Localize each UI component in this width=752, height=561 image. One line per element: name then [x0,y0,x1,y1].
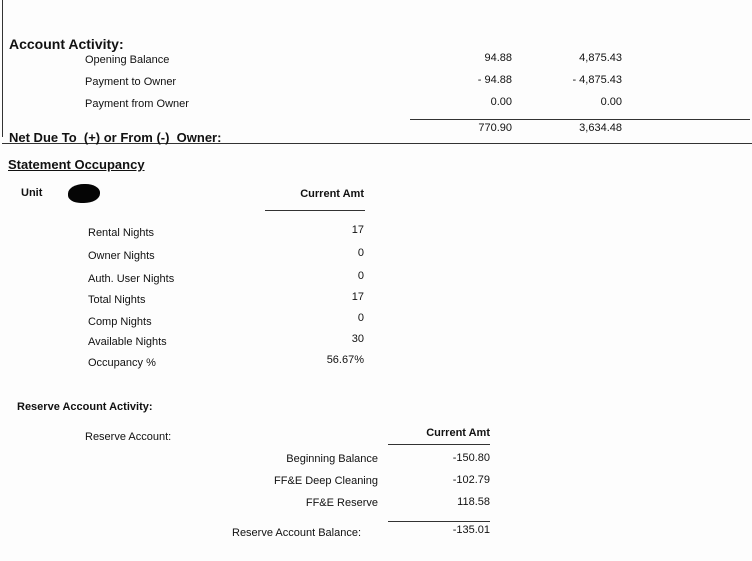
row-value-col2: 0.00 [600,96,622,108]
row-value-col1: 0.00 [490,96,512,108]
row-value: 30 [351,333,364,345]
row-value: 56.67% [326,354,364,366]
row-value: 118.58 [457,496,490,508]
occupancy-column-header: Current Amt [300,188,364,200]
reserve-total-rule [388,521,490,522]
row-label: Occupancy % [88,357,156,369]
row-value-col2: 4,875.43 [579,52,622,64]
unit-label: Unit [21,187,43,199]
reserve-header-rule [388,444,490,445]
net-due-col1: 770.90 [478,122,512,134]
row-label: Comp Nights [88,316,152,328]
reserve-balance-value: -135.01 [452,524,490,536]
row-value: 0 [357,247,364,259]
reserve-balance-label: Reserve Account Balance: [232,527,362,539]
row-value: 17 [351,291,364,303]
net-due-col2: 3,634.48 [579,122,622,134]
row-label: Payment to Owner [85,76,177,88]
row-label: Payment from Owner [85,98,189,110]
row-value-col2: - 4,875.43 [572,74,622,86]
row-value-col1: - 94.88 [477,74,512,86]
row-label: Total Nights [88,294,146,306]
column-header-rule [265,210,365,211]
row-value: -102.79 [452,474,490,486]
row-label: Available Nights [88,336,167,348]
occupancy-heading: Statement Occupancy [8,157,145,172]
left-border [2,0,3,137]
row-label: Rental Nights [88,227,155,239]
row-label: FF&E Deep Cleaning [274,475,378,487]
account-activity-heading: Account Activity: [9,36,124,52]
row-value: 0 [357,270,364,282]
total-rule [410,119,750,120]
redaction-mark [68,184,100,203]
net-due-label: Net Due To (+) or From (-) Owner: [9,130,222,145]
row-label: Owner Nights [88,250,155,262]
reserve-column-header: Current Amt [426,427,490,439]
row-label: Beginning Balance [286,453,378,465]
reserve-heading: Reserve Account Activity: [17,401,153,413]
row-value: 17 [351,224,364,236]
row-label: FF&E Reserve [305,497,378,509]
row-value: -150.80 [452,452,490,464]
row-value-col1: 94.88 [484,52,512,64]
reserve-account-label: Reserve Account: [85,431,172,443]
row-label: Auth. User Nights [88,273,175,285]
row-label: Opening Balance [85,54,170,66]
row-value: 0 [357,312,364,324]
